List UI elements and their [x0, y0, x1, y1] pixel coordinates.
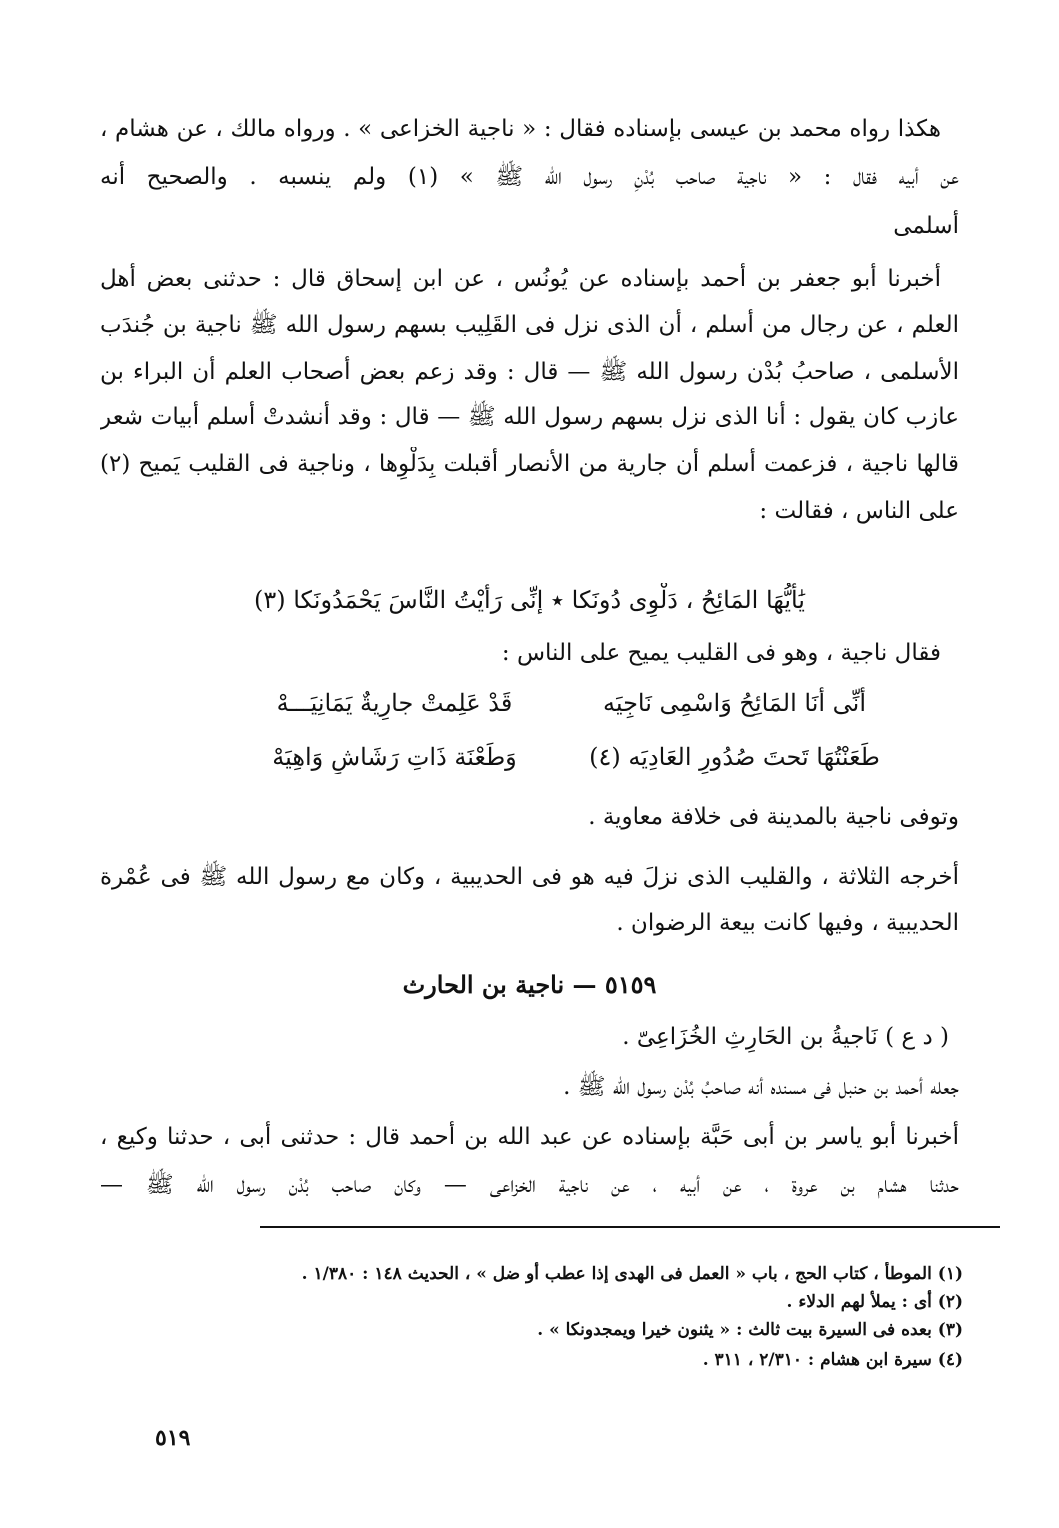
- text-line: أخبرنا أبو جعفر بن أحمد بإسناده عن يُونُس ، عن ابن إسحاق قال : حدثنى بعض أهل: [100, 266, 941, 292]
- text-line: فقال ناجية ، وهو فى القليب يميح على الناس :: [501, 640, 941, 666]
- footnote: (٣) بعده فى السيرة بيت ثالث : « يثنون خيرا ويمجدونكا » .: [537, 1320, 963, 1340]
- text-line: جعله أحمد بن حنبل فى مسنده أنه صاحبُ بُدْن رسول الله ﷺ .: [563, 1074, 959, 1100]
- text-line: أسلمى: [893, 213, 959, 239]
- text-line: أخرجه الثلاثة ، والقليب الذى نزلَ فيه هو فى الحديبية ، وكان مع رسول الله ﷺ فى عُمْرة: [100, 864, 959, 890]
- text-line: الأسلمى ، صاحبُ بُدْن رسول الله ﷺ — قال : وقد زعم بعض أصحاب العلم أن البراء بن: [100, 359, 959, 385]
- verse-hemistich: طَعَنْتُهَا تَحتَ صُدُورِ العَادِيَه (٤): [589, 743, 880, 771]
- text-line: هكذا رواه محمد بن عيسى بإسناده فقال : « ناجية الخزاعى » . ورواه مالك ، عن هشام ،: [100, 116, 941, 142]
- text-line: ( د ع ) نَاجيةُ بن الحَارِثِ الخُزَاعِىّ .: [622, 1024, 949, 1050]
- footnote: (٢) أى : يملأ لهم الدلاء .: [786, 1292, 963, 1312]
- footnote: (١) الموطأ ، كتاب الحج ، باب « العمل فى الهدى إذا عطب أو ضل » ، الحديث ١٤٨ : ١/٣٨٠ .: [301, 1264, 963, 1284]
- text-line: قالها ناجية ، فزعمت أسلم أن جارية من الأنصار أقبلت بِدَلْوِها ، وناجية فى القليب يَميح (٢): [100, 451, 959, 477]
- text-line: الحديبية ، وفيها كانت بيعة الرضوان .: [616, 910, 959, 936]
- entry-heading: ٥١٥٩ — ناجية بن الحارث: [402, 970, 657, 999]
- text-line: وتوفى ناجية بالمدينة فى خلافة معاوية .: [588, 804, 959, 830]
- verse-hemistich: أنِّى أنَا المَائِحُ وَاسْمِى نَاجِيَه: [602, 689, 867, 717]
- footnote: (٤) سيرة ابن هشام : ٢/٣١٠ ، ٣١١ .: [702, 1350, 963, 1370]
- text-line: العلم ، عن رجال من أسلم ، أن الذى نزل فى القَلِيب بسهم رسول الله ﷺ ناجية بن جُندَب: [100, 312, 959, 338]
- text-line: أخبرنا أبو ياسر بن أبى حَبَّة بإسناده عن عبد الله بن أحمد قال : حدثنى أبى ، حدثنا وكيع ،: [100, 1124, 959, 1150]
- footnote-separator: [260, 1226, 1000, 1228]
- text-line: حدثنا هشام بن عروة ، عن أبيه ، عن ناجية الخزاعى — وكان صاحب بُدْن رسول الله ﷺ —: [100, 1172, 959, 1198]
- text-line: عازب كان يقول : أنا الذى نزل بسهم رسول الله ﷺ — قال : وقد أنشدتْ أسلم أبيات شعر: [100, 404, 959, 430]
- verse-hemistich: قَدْ عَلِمتْ جارِيةٌ يَمَانِيَـــهْ: [276, 689, 513, 717]
- page-number: ٥١٩: [155, 1425, 191, 1451]
- text-line: عن أبيه فقال : « ناجية صاحب بُدْنِ رسول الله ﷺ » (١) ولم ينسبه . والصحيح أنه: [100, 164, 959, 190]
- text-line: على الناس ، فقالت :: [759, 498, 959, 524]
- verse-line: يَٰأيُّهَا المَائِحُ ، دَلْوِى دُونَكا ٭ إنِّى رَأيْتُ النَّاسَ يَحْمَدُونَكا (٣): [253, 586, 805, 614]
- verse-hemistich: وَطَعْنَة ذَاتِ رَشَاشٍ وَاهِيَهْ: [272, 743, 517, 771]
